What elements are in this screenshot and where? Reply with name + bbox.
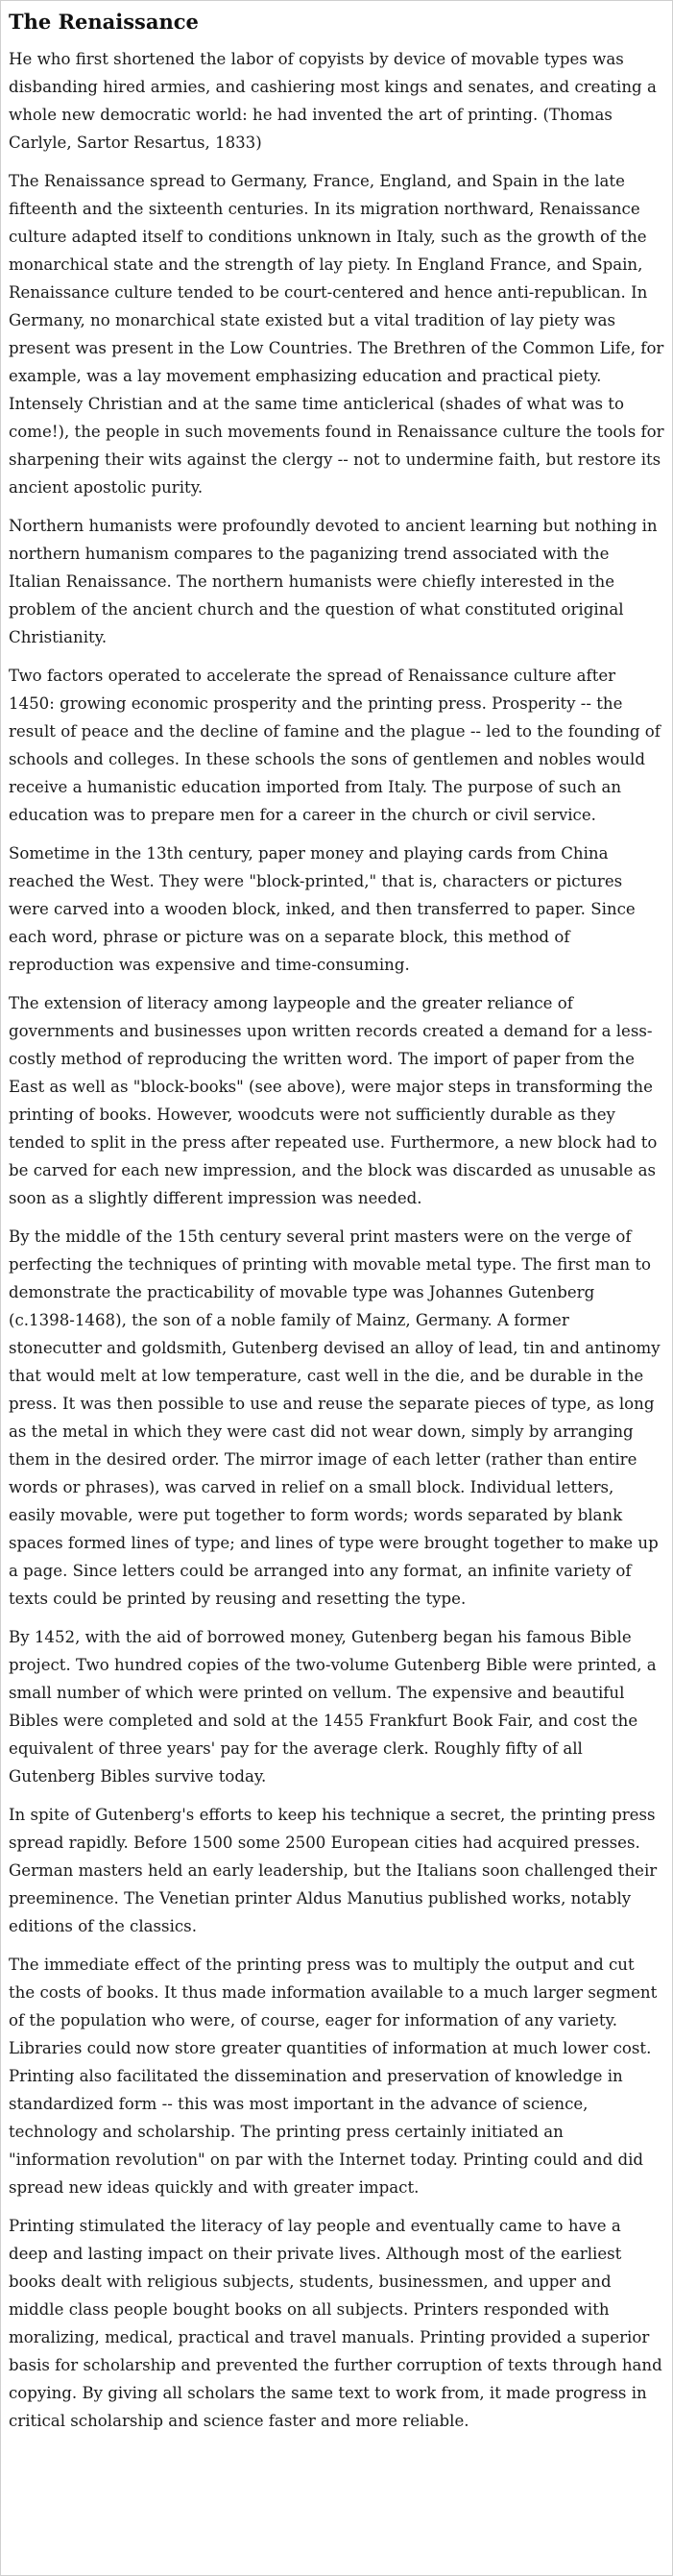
- paragraph-epigraph: He who first shortened the labor of copyists by device of movable types was disbanding hired armies, and cashiering most kings and senates, and creating a whole new democratic world: he had invented the art of printing. (Thomas Carlyle, Sartor Resartus, 1833): [9, 50, 657, 152]
- paragraph: Printing stimulated the literacy of lay people and eventually came to have a deep and lasting impact on their private lives. Although most of the earliest books dealt with religious subjects, students, businessmen, and upper and middle class people bought books on all subjects. Printers responded with moralizing, medical, practical and travel manuals. Printing provided a superior basis for scholarship and prevented the further corruption of texts through hand copying. By giving all scholars the same text to work from, it made progress in critical scholarship and science faster and more reliable.: [9, 2217, 662, 2430]
- paragraph: The immediate effect of the printing press was to multiply the output and cut the costs of books. It thus made information available to a much larger segment of the population who were, of course, eager for information of any variety. Libraries could now store greater quantities of information at much lower cost. Printing also facilitated the dissemination and preservation of knowledge in standardized form -- this was most important in the advance of science, technology and scholarship. The printing press certainly initiated an "information revolution" on par with the Internet today. Printing could and did spread new ideas quickly and with greater impact.: [9, 1956, 658, 2197]
- paragraph: Northern humanists were profoundly devoted to ancient learning but nothing in northern humanism compares to the paganizing trend associated with the Italian Renaissance. The northern humanists were chiefly interested in the problem of the ancient church and the question of what constituted original Christianity.: [9, 517, 658, 646]
- paragraph: Two factors operated to accelerate the spread of Renaissance culture after 1450: growing economic prosperity and the printing press. Prosperity -- the result of peace and the decline of famine and the plague -- led to the founding of schools and colleges. In these schools the sons of gentlemen and nobles would receive a humanistic education imported from Italy. The purpose of such an education was to prepare men for a career in the church or civil service.: [9, 667, 661, 824]
- article: [1, 1, 672, 2435]
- article-title: The Renaissance: [9, 10, 199, 34]
- paragraph: Sometime in the 13th century, paper money and playing cards from China reached the West. They were "block-printed," that is, characters or pictures were carved into a wooden block, inked, and then transferred to paper. Since each word, phrase or picture was on a separate block, this method of reproduction was expensive and time-consuming.: [9, 844, 636, 974]
- paragraph: In spite of Gutenberg's efforts to keep his technique a secret, the printing press spread rapidly. Before 1500 some 2500 European cities had acquired presses. German masters held an early leadership, but the Italians soon challenged their preeminence. The Venetian printer Aldus Manutius published works, notably editions of the classics.: [9, 1806, 658, 1935]
- paragraph: The extension of literacy among laypeople and the greater reliance of governments and businesses upon written records created a demand for a less-costly method of reproducing the written word. The import of paper from the East as well as "block-books" (see above), were major steps in transforming the printing of books. However, woodcuts were not sufficiently durable as they tended to split in the press after repeated use. Furthermore, a new block had to be carved for each new impression, and the block was discarded as unusable as soon as a slightly different impression was needed.: [9, 994, 658, 1207]
- paragraph: By 1452, with the aid of borrowed money, Gutenberg began his famous Bible project. Two hundred copies of the two-volume Gutenberg Bible were printed, a small number of which were printed on vellum. The expensive and beautiful Bibles were completed and sold at the 1455 Frankfurt Book Fair, and cost the equivalent of three years' pay for the average clerk. Roughly fifty of all Gutenberg Bibles survive today.: [9, 1628, 657, 1786]
- paragraph: By the middle of the 15th century several print masters were on the verge of perfecting the techniques of printing with movable metal type. The first man to demonstrate the practicability of movable type was Johannes Gutenberg (c.1398-1468), the son of a noble family of Mainz, Germany. A former stonecutter and goldsmith, Gutenberg devised an alloy of lead, tin and antinomy that would melt at low temperature, cast well in the die, and be durable in the press. It was then possible to use and reuse the separate pieces of type, as long as the metal in which they were cast did not wear down, simply by arranging them in the desired order. The mirror image of each letter (rather than entire words or phrases), was carved in relief on a small block. Individual letters, easily movable, were put together to form words; words separated by blank spaces formed lines of type; and lines of type were brought together to make up a page. Since letters could be arranged into any format, an infinite variety of texts could be printed by reusing and resetting the type.: [9, 1227, 661, 1608]
- paragraph: The Renaissance spread to Germany, France, England, and Spain in the late fifteenth and the sixteenth centuries. In its migration northward, Renaissance culture adapted itself to conditions unknown in Italy, such as the growth of the monarchical state and the strength of lay piety. In England France, and Spain, Renaissance culture tended to be court-centered and hence anti-republican. In Germany, no monarchical state existed but a vital tradition of lay piety was present was present in the Low Countries. The Brethren of the Common Life, for example, was a lay movement emphasizing education and practical piety. Intensely Christian and at the same time anticlerical (shades of what was to come!), the people in such movements found in Renaissance culture the tools for sharpening their wits against the clergy -- not to undermine faith, but restore its ancient apostolic purity.: [9, 172, 664, 497]
